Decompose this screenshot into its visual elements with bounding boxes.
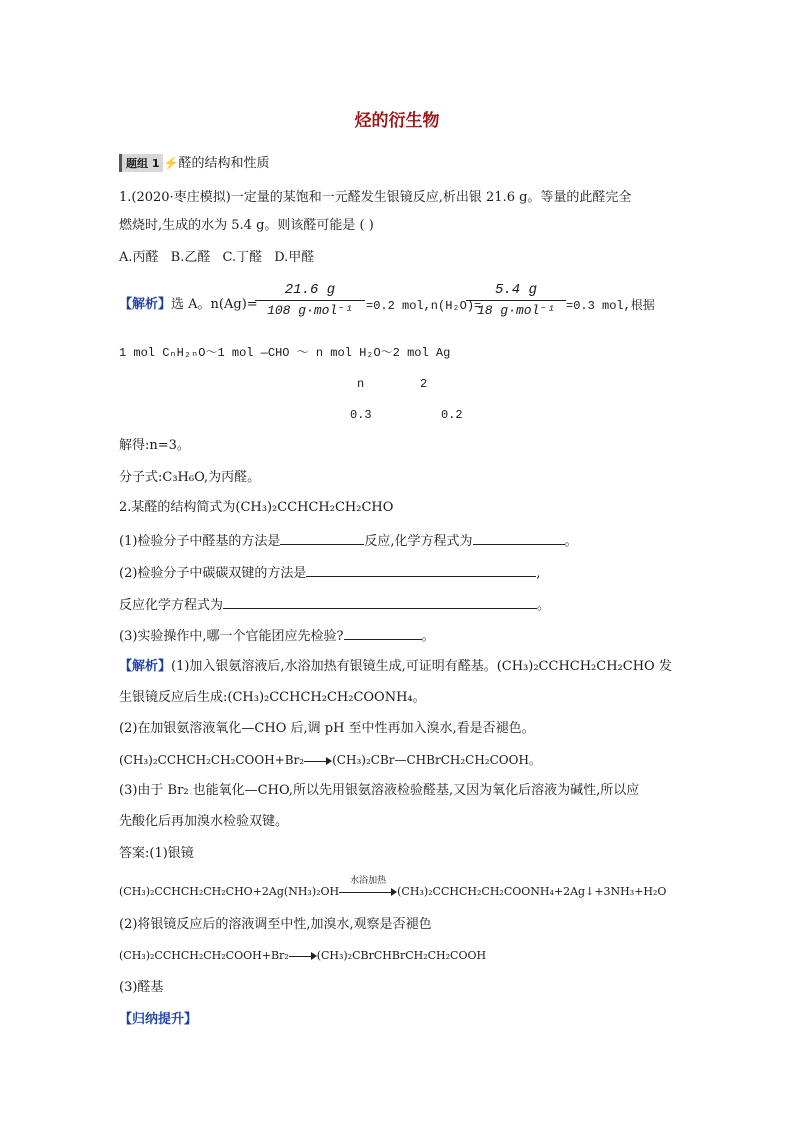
eq-left: (CH₃)₂CCHCH₂CH₂COOH+Br₂ xyxy=(119,753,305,767)
lightning-icon: ⚡ xyxy=(163,156,179,170)
formula-line: 分子式:C₃H₆O,为丙醛。 xyxy=(119,470,261,485)
answer-3: (3)醛基 xyxy=(119,980,164,995)
analysis2-line1 xyxy=(119,659,672,675)
fraction-ag xyxy=(255,282,365,318)
analysis1-post: =0.3 mol,根据 xyxy=(566,299,655,313)
fraction-h2o-denominator: 18 g·mol⁻¹ xyxy=(476,303,556,318)
answer-1: 答案:(1)银镜 xyxy=(119,846,194,861)
q2-part1 xyxy=(119,532,578,550)
q2-part2 xyxy=(119,564,541,582)
eq1-right: (CH₃)₂CCHCH₂CH₂COONH₄+2Ag↓+3NH₃+H₂O xyxy=(397,885,667,898)
fraction-bar xyxy=(255,300,365,301)
group-heading xyxy=(119,152,269,172)
q2-part1-text2: 反应,化学方程式为 xyxy=(364,534,473,549)
relation-line: 1 mol CₙH₂ₙO～1 mol —CHO ～ n mol H₂O～2 mol Ag xyxy=(119,346,451,360)
analysis2-equation xyxy=(119,752,541,768)
answer-blank[interactable] xyxy=(223,596,537,609)
q2-part3-text: (3)实验操作中,哪一个官能团应先检验? xyxy=(119,629,344,644)
arrow-icon xyxy=(304,756,332,766)
q2-part2-comma: , xyxy=(536,566,541,581)
arrow-icon xyxy=(289,951,317,961)
analysis-label: 【解析】 xyxy=(119,659,172,674)
analysis2-line2: 生银镜反应后生成:(CH₃)₂CCHCH₂CH₂COONH₄。 xyxy=(119,690,426,705)
relation-n: n xyxy=(357,377,365,391)
summary-heading: 【归纳提升】 xyxy=(119,1012,198,1027)
eq2-right: (CH₃)₂CBrCHBrCH₂CH₂COOH xyxy=(316,949,487,962)
q1-stem-line1: 1.(2020·枣庄模拟)一定量的某饱和一元醛发生银镜反应,析出银 21.6 g。等量的此醛完全 xyxy=(119,190,632,205)
eq1-left: (CH₃)₂CCHCH₂CH₂CHO+2Ag(NH₃)₂OH xyxy=(119,885,340,898)
eq-right: (CH₃)₂CBr—CHBrCH₂CH₂COOH。 xyxy=(332,753,541,767)
q2-part2-end: 。 xyxy=(537,598,551,613)
fraction-ag-denominator: 108 g·mol⁻¹ xyxy=(267,303,353,318)
analysis1-pre: 选 A。n(Ag)= xyxy=(171,297,258,312)
answer-2: (2)将银镜反应后的溶液调至中性,加溴水,观察是否褪色 xyxy=(119,917,432,932)
relation-0-2: 0.2 xyxy=(441,408,463,422)
q2-stem: 2.某醛的结构简式为(CH₃)₂CCHCH₂CH₂CHO xyxy=(119,500,394,515)
answer-equation-1 xyxy=(119,876,667,900)
q1-stem-line2: 燃烧时,生成的水为 5.4 g。则该醛可能是 ( ) xyxy=(119,218,374,233)
arrow-icon xyxy=(339,876,397,897)
q2-part2-eq-text: 反应化学方程式为 xyxy=(119,598,224,613)
relation-2: 2 xyxy=(420,377,428,391)
analysis1-line xyxy=(119,297,258,313)
q2-part3 xyxy=(119,627,435,645)
q2-part1-end: 。 xyxy=(564,534,578,549)
answer-blank[interactable] xyxy=(280,532,364,545)
q1-options: A.丙醛 B.乙醛 C.丁醛 D.甲醛 xyxy=(119,250,315,265)
fraction-ag-numerator: 21.6 g xyxy=(284,282,336,298)
q2-part3-end: 。 xyxy=(421,629,435,644)
answer-blank[interactable] xyxy=(473,532,565,545)
analysis-label: 【解析】 xyxy=(119,297,172,312)
analysis2-line6: 先酸化后再加溴水检验双键。 xyxy=(119,814,289,829)
fraction-h2o-numerator: 5.4 g xyxy=(494,282,537,298)
fraction-h2o xyxy=(466,282,566,318)
group-badge: 题组 1 xyxy=(119,154,163,172)
page-title: 烃的衍生物 xyxy=(354,111,440,131)
q2-part2-equation xyxy=(119,596,550,614)
answer-blank[interactable] xyxy=(344,627,422,640)
analysis2-line3: (2)在加银氨溶液氧化—CHO 后,调 pH 至中性再加入溴水,看是否褪色。 xyxy=(119,721,535,736)
q2-part2-text: (2)检验分子中碳碳双键的方法是 xyxy=(119,566,307,581)
q2-part1-text: (1)检验分子中醛基的方法是 xyxy=(119,534,281,549)
reaction-condition: 水浴加热 xyxy=(350,876,387,886)
relation-0-3: 0.3 xyxy=(350,408,372,422)
answer-equation-2 xyxy=(119,948,486,964)
answer-blank[interactable] xyxy=(306,564,536,577)
eq2-left: (CH₃)₂CCHCH₂CH₂COOH+Br₂ xyxy=(119,949,289,962)
fraction-bar xyxy=(466,300,566,301)
analysis2-line5: (3)由于 Br₂ 也能氧化—CHO,所以先用银氨溶液检验醛基,又因为氧化后溶液为碱性,所以应 xyxy=(119,783,640,798)
analysis1-mid: =0.2 mol,n(H₂O)= xyxy=(366,299,482,313)
group-topic: 醛的结构和性质 xyxy=(178,156,270,171)
solve-line: 解得:n=3。 xyxy=(119,438,190,453)
analysis2-text1: (1)加入银氨溶液后,水浴加热有银镜生成,可证明有醛基。(CH₃)₂CCHCH₂CH₂CHO 发 xyxy=(171,659,672,674)
